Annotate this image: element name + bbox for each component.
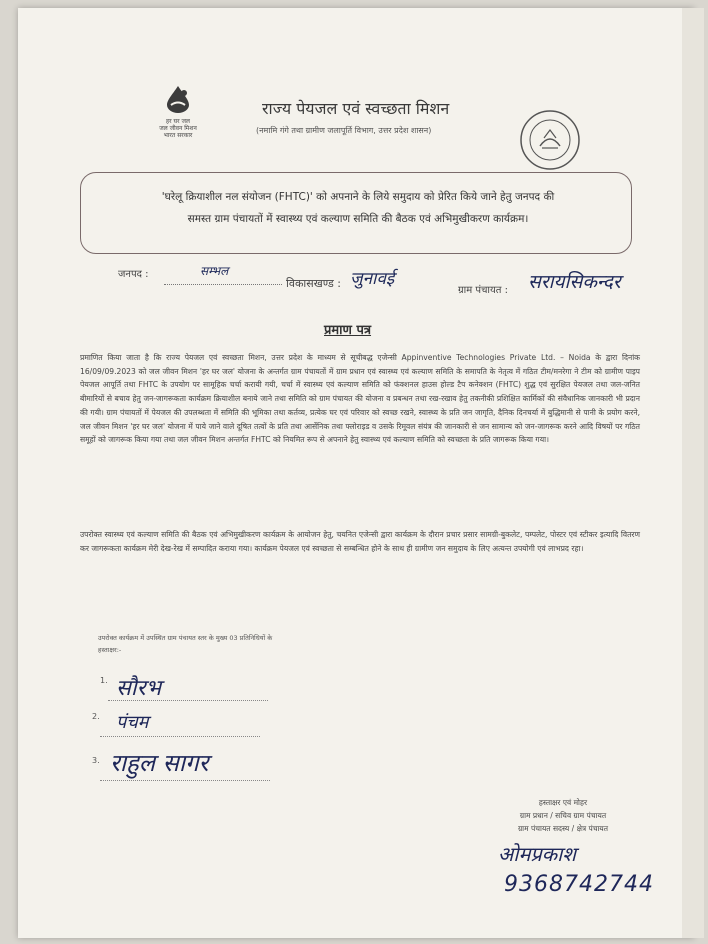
certificate-title: प्रमाण पत्र (324, 323, 372, 338)
certificate-paragraph-2: उपरोक्त स्वास्थ्य एवं कल्याण समिति की बैठक एवं अभिमुखीकरण कार्यक्रम के आयोजन हेतु, चयनित एजेन्सी द्वारा कार्यक्रम के दौरान प्रचार प्रसार सामग्री-बुकलेट, पम्पलेट, पोस्टर एवं स्टीकर इत्यादि वितरण कर जागरूकता कार्यक्रम मेरी देख-रेख में सम्पादित कराया गया। कार्यक्रम पेयजल एवं स्वच्छता से सम्बन्धित होने के साथ ही ग्रामीण जन समुदाय के लिए अत्यन्त उपयोगी एवं लाभप्रद रहा। (80, 530, 640, 553)
signatory-1-name: सौरभ (116, 676, 162, 701)
representatives-note (98, 632, 272, 656)
logo-label-1: हर घर जल (166, 118, 190, 125)
authority-line-1: ग्राम प्रधान / सचिव ग्राम पंचायत (519, 811, 607, 820)
program-heading-line-1: 'घरेलू क्रियाशील नल संयोजन (FHTC)' को अपनाने के लिये समुदाय को प्रेरित किये जाने हेतु जनपद की (161, 191, 555, 203)
signatory-3-line (100, 780, 270, 781)
seal-icon (518, 108, 582, 172)
gram-panchayat-label: ग्राम पंचायत : (458, 285, 509, 296)
authority-signature-block (478, 796, 648, 835)
signatory-2-name: पंचम (116, 712, 149, 733)
up-government-seal (518, 108, 582, 172)
signatory-1-number: 1. (100, 676, 108, 685)
water-drop-icon (161, 84, 195, 114)
janpad-value: सम्भल (200, 264, 229, 278)
program-heading (88, 186, 628, 230)
signatory-2-line (100, 736, 260, 737)
logo-label-2: जल जीवन मिशन (159, 125, 197, 132)
page-edge (682, 8, 704, 938)
stamp-label: हस्ताक्षर एवं मोहर (538, 798, 588, 807)
note-line-2: हस्ताक्षर:- (98, 646, 122, 654)
mission-title: राज्य पेयजल एवं स्वच्छता मिशन (262, 99, 450, 118)
mission-subtitle: (नमामि गंगे तथा ग्रामीण जलापूर्ति विभाग, उत्तर प्रदेश शासन) (256, 126, 432, 135)
vikaskhand-value: जुनावई (350, 269, 395, 289)
program-heading-line-2: समस्त ग्राम पंचायतों में स्वास्थ्य एवं कल्याण समिति की बैठक एवं अभिमुखीकरण कार्यक्रम। (187, 213, 529, 225)
authority-signature: ओमप्रकाश (498, 842, 576, 866)
authority-phone-number: 9368742744 (504, 872, 654, 897)
note-line-1: उपरोक्त कार्यक्रम में उपस्थित ग्राम पंचायत स्तर के मुख्य 03 प्रतिनिधियों के (98, 634, 273, 642)
gram-panchayat-value: सरायसिकन्दर (528, 271, 621, 293)
signatory-3-name: राहुल सागर (110, 749, 209, 777)
logo-label-3: भारत सरकार (163, 132, 193, 139)
jal-jeevan-mission-logo (150, 84, 206, 139)
certificate-paragraph-1: प्रमाणित किया जाता है कि राज्य पेयजल एवं स्वच्छता मिशन, उत्तर प्रदेश के माध्यम से सूचीबद्ध एजेन्सी Appinventive Technologies Private Ltd. – Noida के द्वारा दिनांक 16/09/09.2023 को जल जीवन मिशन 'हर घर जल' योजना के अन्तर्गत ग्राम पंचायतों में ग्राम प्रधान एवं स्वास्थ्य एवं कल्याण समिति के समापति के नेतृत्व में गठित टीम/मनरेगा ने टीम को ग्रामीण पाइप पेयजल आपूर्ति तथा FHTC के उपयोग पर सामूहिक चर्चा करायी गयी, चर्चा में स्वास्थ्य एवं कल्याण समिति को फंक्शनल हाउस होल्ड टैप कनेक्शन (FHTC) शुद्ध एवं सुरक्षित पेयजल तथा जल-जनित बीमारियों से बचाव हेतु जन-जागरूकता कार्यक्रम क्रियाशील बनाये जाने तथा समिति को ग्राम पंचायत की योजना व प्रबन्धन तथा रख-रखाव हेतु तकनीकी प्रशिक्षित कार्मिकों की संवैधानिक जानकारी भी प्रदान की गयी। ग्राम पंचायतों में पेयजल की उपलब्धता में समिति की भूमिका तथा कर्तव्य, प्रत्येक घर एवं परिवार को स्वच्छ रखने, स्वास्थ्य के प्रति जन जागृति, दैनिक दिनचर्या में बुद्धिमानी से पानी के प्रयोग करने, जल जीवन मिशन 'हर घर जल' योजना में पाये जाने वाले दूषित तत्वों के प्रति तथा आर्सेनिक तथा फ्लोराइड व उसके रिमूवल संयंत्र की जानकारी से जन सामान्य को जन-जागरूक करने आदि विषयों पर गठित समूहों को जागरूक किया गया तथा जल जीवन मिशन अन्तर्गत FHTC को नियमित रूप से अपनाने हेतु स्वास्थ्य एवं कल्याण समिति को स्वच्छता के प्रति जागरूक किया गया। (80, 353, 640, 445)
signatory-2-number: 2. (92, 712, 100, 721)
janpad-label: जनपद : (118, 269, 149, 280)
vikaskhand-label: विकासखण्ड : (286, 277, 342, 290)
authority-line-2: ग्राम पंचायत सदस्य / क्षेत्र पंचायत (517, 824, 609, 833)
signatory-3-number: 3. (92, 756, 100, 765)
